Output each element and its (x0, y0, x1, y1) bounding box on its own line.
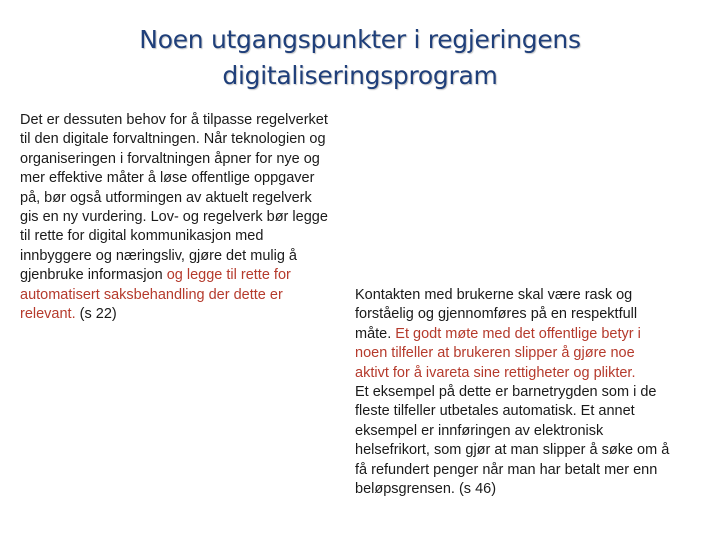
highlight-text: aktivt for å ivareta sine rettigheter og plikter. (355, 364, 636, 381)
right-line: måte. Et godt møte med det offentlige betyr i (355, 325, 641, 342)
right-line: forståelig og gjennomføres på en respektfull (355, 306, 638, 323)
slide-title-line-1: Noen utgangspunkter i regjeringens (139, 25, 581, 54)
left-text-column (20, 111, 365, 324)
left-line: gis en ny vurdering. Lov- og regelverk bør legge (20, 209, 328, 226)
left-line (20, 286, 365, 305)
right-line (355, 344, 705, 363)
left-line: på, bør også utformingen av aktuelt regelverk (20, 189, 312, 206)
left-line: innbyggere og næringsliv, gjøre det mulig å (20, 247, 297, 264)
right-line (355, 364, 705, 383)
left-line: gjenbruke informasjon og legge til rette for (20, 267, 291, 284)
right-line: beløpsgrensen. (s 46) (355, 481, 497, 498)
slide-title-line-2: digitaliseringsprogram (222, 61, 498, 90)
right-line: fleste tilfeller utbetales automatisk. Et annet (355, 403, 635, 420)
right-line: Et eksempel på dette er barnetrygden som i de (355, 384, 657, 401)
right-line: helsefrikort, som gjør at man slipper å søke om å (355, 442, 670, 459)
left-line: til rette for digital kommunikasjon med (20, 228, 264, 245)
left-line: relevant. (s 22) (20, 306, 117, 323)
highlight-text: noen tilfeller at brukeren slipper å gjøre noe (355, 345, 635, 362)
left-line: Det er dessuten behov for å tilpasse regelverket (20, 112, 328, 128)
right-line: Kontakten med brukerne skal være rask og (355, 287, 633, 303)
left-line: mer effektive måter å løse offentlige oppgaver (20, 170, 315, 187)
right-line: få refundert penger når man har betalt mer enn (355, 461, 658, 478)
left-line: organiseringen i forvaltningen åpner for nye og (20, 150, 320, 167)
highlight-text: og legge til rette for (166, 267, 291, 284)
highlight-text: relevant. (20, 306, 76, 323)
left-line: til den digitale forvaltningen. Når teknologien og (20, 131, 326, 148)
right-text-column (355, 286, 705, 499)
slide-title (60, 22, 660, 94)
right-line: eksempel er innføringen av elektronisk (355, 422, 604, 439)
highlight-text: Et godt møte med det offentlige betyr i (395, 325, 641, 342)
highlight-text: automatisert saksbehandling der dette er (20, 286, 283, 303)
